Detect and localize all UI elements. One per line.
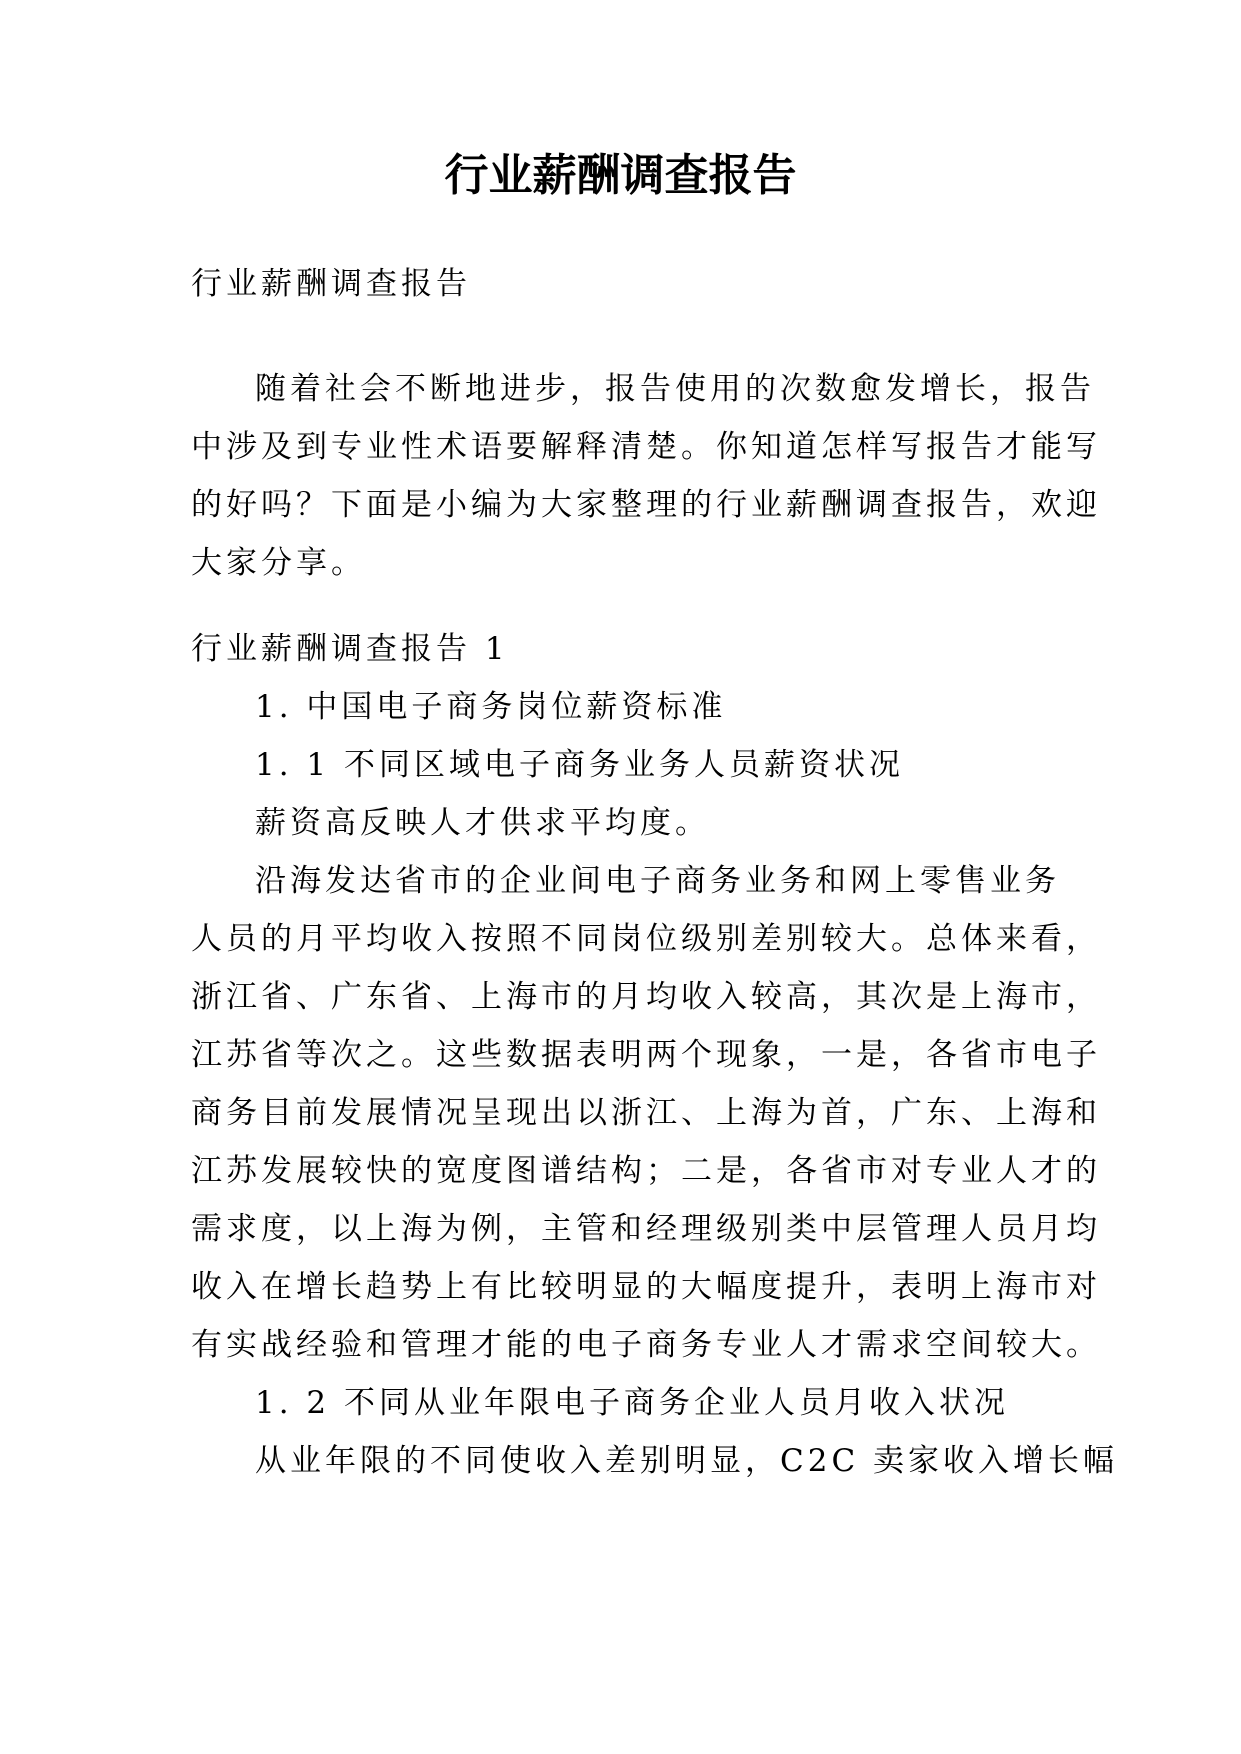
- heading-1: 1. 中国电子商务岗位薪资标准: [255, 689, 727, 725]
- report-body: [191, 620, 1119, 1490]
- intro-line: 随着社会不断地进步，报告使用的次数愈发增长，报告: [255, 371, 1095, 407]
- paragraph-2-line: 收入在增长趋势上有比较明显的大幅度提升，表明上海市对: [191, 1269, 1101, 1305]
- heading-1-2: 1. 2 不同从业年限电子商务企业人员月收入状况: [255, 1385, 1010, 1421]
- document-subtitle: [191, 255, 1051, 313]
- subtitle-line: 行业薪酬调查报告: [191, 266, 471, 302]
- heading-1-1: 1. 1 不同区域电子商务业务人员薪资状况: [255, 747, 905, 783]
- intro-line: 中涉及到专业性术语要解释清楚。你知道怎样写报告才能写: [191, 429, 1101, 465]
- paragraph-3: 从业年限的不同使收入差别明显，C2C 卖家收入增长幅: [255, 1443, 1119, 1479]
- paragraph-2-line: 浙江省、广东省、上海市的月均收入较高，其次是上海市，: [191, 979, 1101, 1015]
- intro-paragraph: [191, 360, 1101, 592]
- intro-line: 的好吗？下面是小编为大家整理的行业薪酬调查报告，欢迎: [191, 487, 1101, 523]
- paragraph-2-line: 江苏发展较快的宽度图谱结构；二是，各省市对专业人才的: [191, 1153, 1101, 1189]
- paragraph-2-line: 人员的月平均收入按照不同岗位级别差别较大。总体来看，: [191, 921, 1101, 957]
- paragraph-2-line: 需求度，以上海为例，主管和经理级别类中层管理人员月均: [191, 1211, 1101, 1247]
- document-title: 行业薪酬调查报告: [444, 150, 797, 201]
- paragraph-2-line: 有实战经验和管理才能的电子商务专业人才需求空间较大。: [191, 1327, 1101, 1363]
- paragraph-2-line: 江苏省等次之。这些数据表明两个现象，一是，各省市电子: [191, 1037, 1101, 1073]
- section-title: 行业薪酬调查报告 1: [191, 631, 509, 667]
- paragraph-2-line: 商务目前发展情况呈现出以浙江、上海为首，广东、上海和: [191, 1095, 1101, 1131]
- intro-line: 大家分享。: [191, 545, 366, 581]
- paragraph-1: 薪资高反映人才供求平均度。: [255, 805, 710, 841]
- paragraph-2-line: 沿海发达省市的企业间电子商务业务和网上零售业务: [255, 863, 1060, 899]
